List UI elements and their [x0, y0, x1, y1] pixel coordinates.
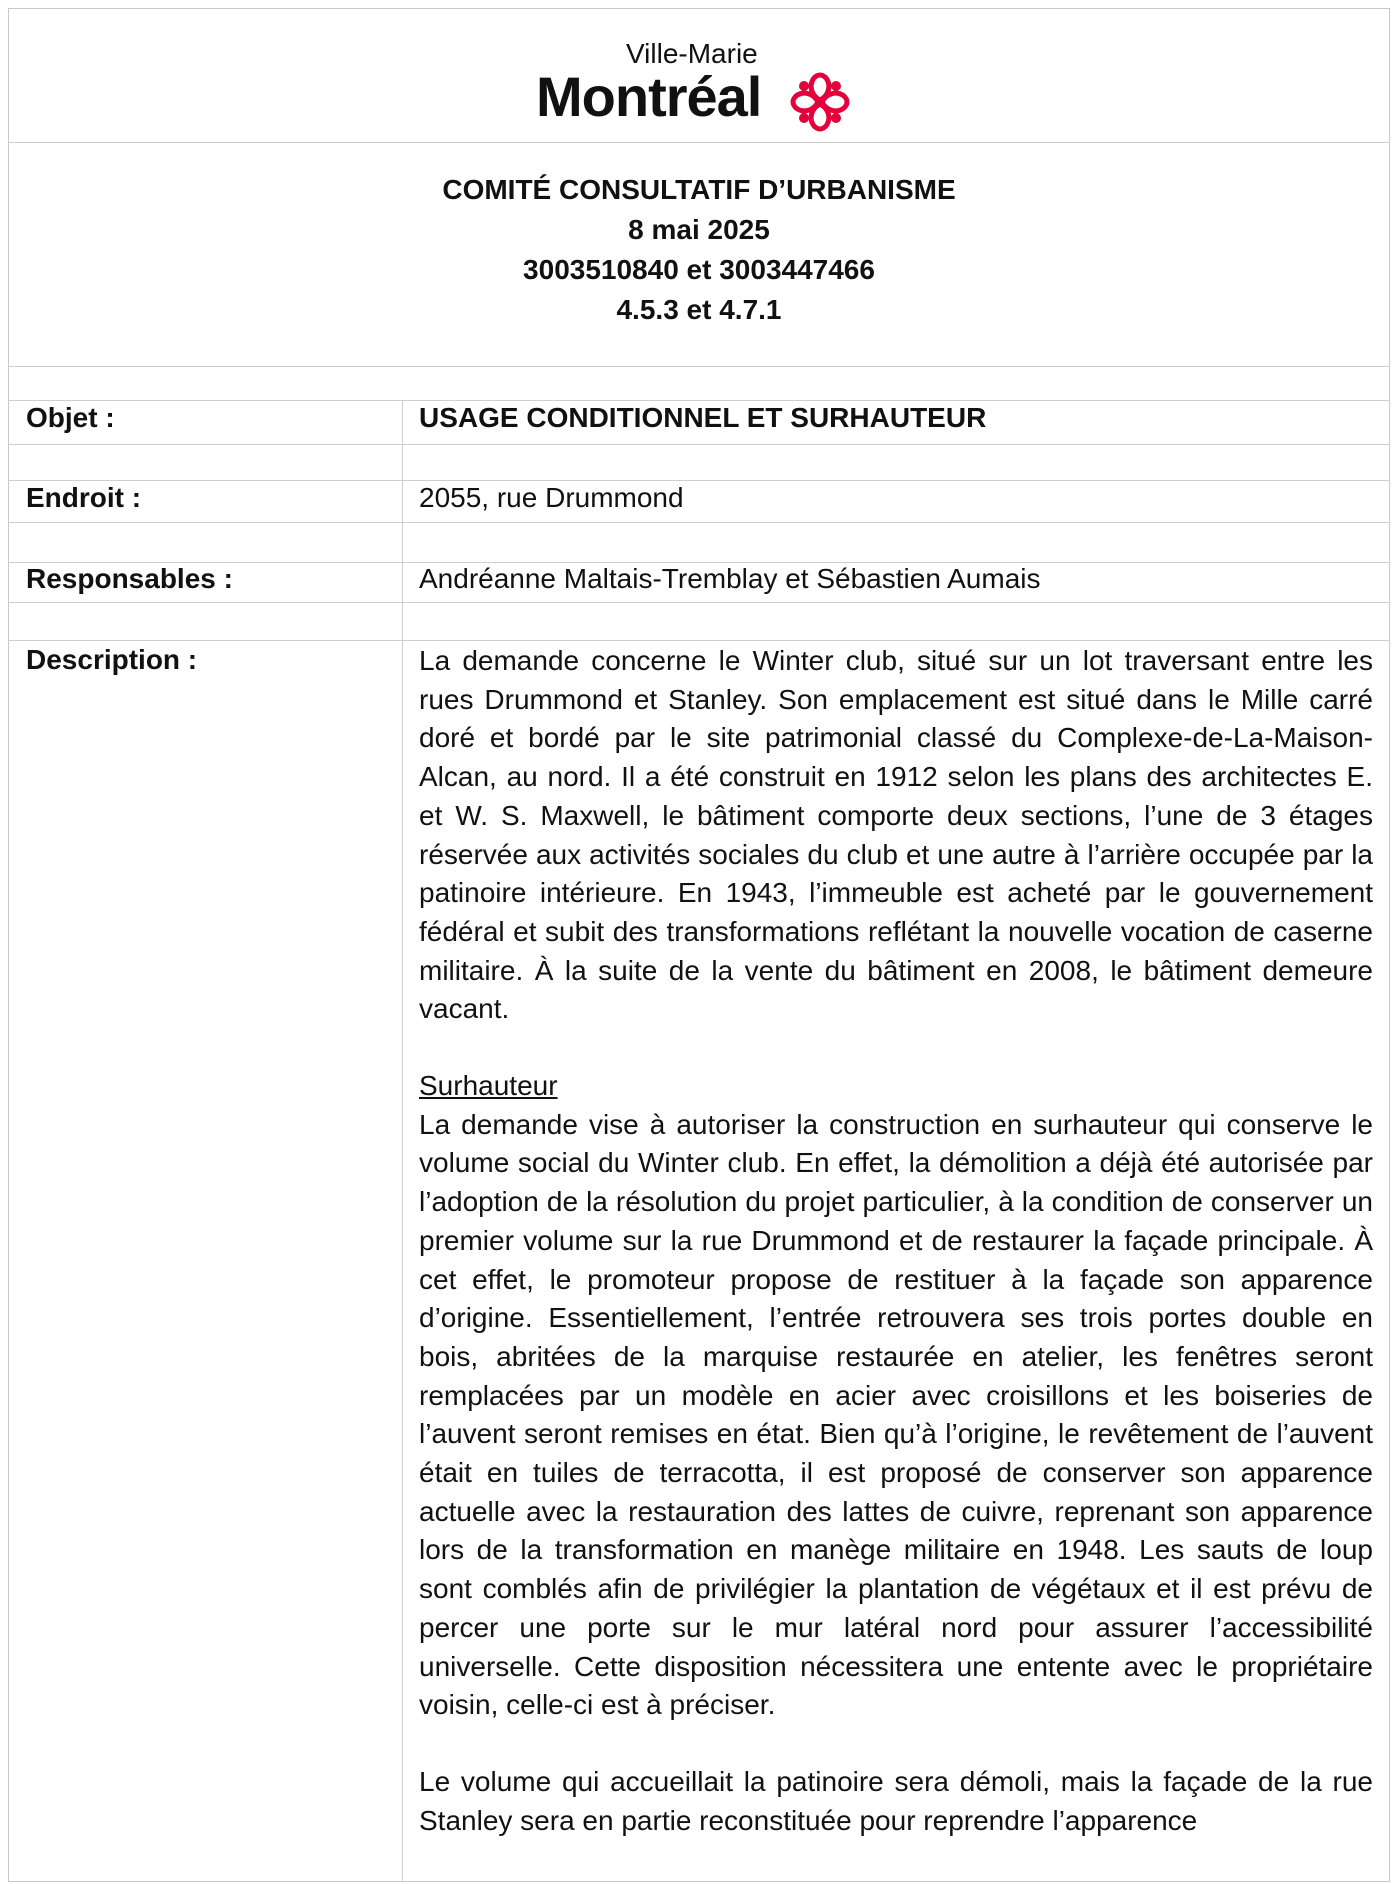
row-line: [8, 522, 1390, 523]
montreal-rosette-icon: [784, 66, 856, 138]
header-divider: [8, 366, 1390, 367]
responsables-value: Andréanne Maltais-Tremblay et Sébastien Aumais: [419, 563, 1041, 594]
row-line: [8, 640, 1390, 641]
description-last-paragraph: Le volume qui accueillait la patinoire sera démoli, mais la façade de la rue Stanley sera en partie reconstituée pour reprendre l’apparence: [419, 1765, 1373, 1836]
file-numbers: 3003510840 et 3003447466: [523, 254, 875, 285]
agenda-items: 4.5.3 et 4.7.1: [616, 294, 782, 325]
logo-city: Montréal: [536, 65, 762, 128]
object-value: USAGE CONDITIONNEL ET SURHAUTEUR: [419, 402, 987, 433]
column-divider: [402, 400, 403, 1882]
description-label: Description :: [26, 644, 198, 675]
meeting-date: 8 mai 2025: [628, 214, 770, 245]
table-top-line: [8, 400, 1390, 401]
responsables-label: Responsables :: [26, 563, 233, 594]
logo-district: Ville-Marie: [626, 38, 758, 69]
section-body-surhauteur: La demande vise à autoriser la construction en surhauteur qui conserve le volume social du Winter club. En effet, la démolition a déjà été autorisée par l’adoption de la résolution du projet particulier, à la condition de conserver un premier volume sur la rue Drummond et de restaurer la façade principale. À cet effet, le promoteur propose de restituer à la façade son apparence d’origine. Essentiellement, l’entrée retrouvera ses trois portes double en bois, abritées de la marquise restaurée en atelier, les fenêtres seront remplacées par un modèle en acier avec croisillons et les boiseries de l’auvent seront remises en état. Bien qu’à l’origine, le revêtement de l’auvent était en tuiles de terracotta, il est proposé de conserver son apparence actuelle avec la restauration des lattes de cuivre, reprenant son apparence lors de la transformation en manège militaire en 1948. Les sauts de loup sont comblés afin de privilégier la plantation de végétaux et il est prévu de percer une porte sur le mur latéral nord pour assurer l’accessibilité universelle. Cette disposition nécessitera une entente avec le propriétaire voisin, celle-ci est à préciser.: [419, 1108, 1373, 1721]
committee-title: COMITÉ CONSULTATIF D’URBANISME: [442, 174, 956, 205]
logo-divider: [8, 142, 1390, 143]
row-line: [8, 602, 1390, 603]
row-line: [8, 444, 1390, 445]
place-value: 2055, rue Drummond: [419, 482, 684, 513]
place-label: Endroit :: [26, 482, 142, 513]
row-line: [8, 480, 1390, 481]
object-label: Objet :: [26, 402, 115, 433]
section-title-surhauteur: Surhauteur: [419, 1070, 558, 1102]
description-body: [419, 642, 1373, 1840]
document-header: [0, 170, 1398, 330]
description-intro: La demande concerne le Winter club, situé sur un lot traversant entre les rues Drummond et Stanley. Son emplacement est situé dans le Mille carré doré et bordé par le site patrimonial classé du Complexe-de-La-Maison-Alcan, au nord. Il a été construit en 1912 selon les plans des architectes E. et W. S. Maxwell, le bâtiment comporte deux sections, l’une de 3 étages réservée aux activités sociales du club et une autre à l’arrière occupée par la patinoire intérieure. En 1943, l’immeuble est acheté par le gouvernement fédéral et subit des transformations reflétant la nouvelle vocation de caserne militaire. À la suite de la vente du bâtiment en 2008, le bâtiment demeure vacant.: [419, 645, 1373, 1025]
montreal-logo: [536, 38, 862, 134]
